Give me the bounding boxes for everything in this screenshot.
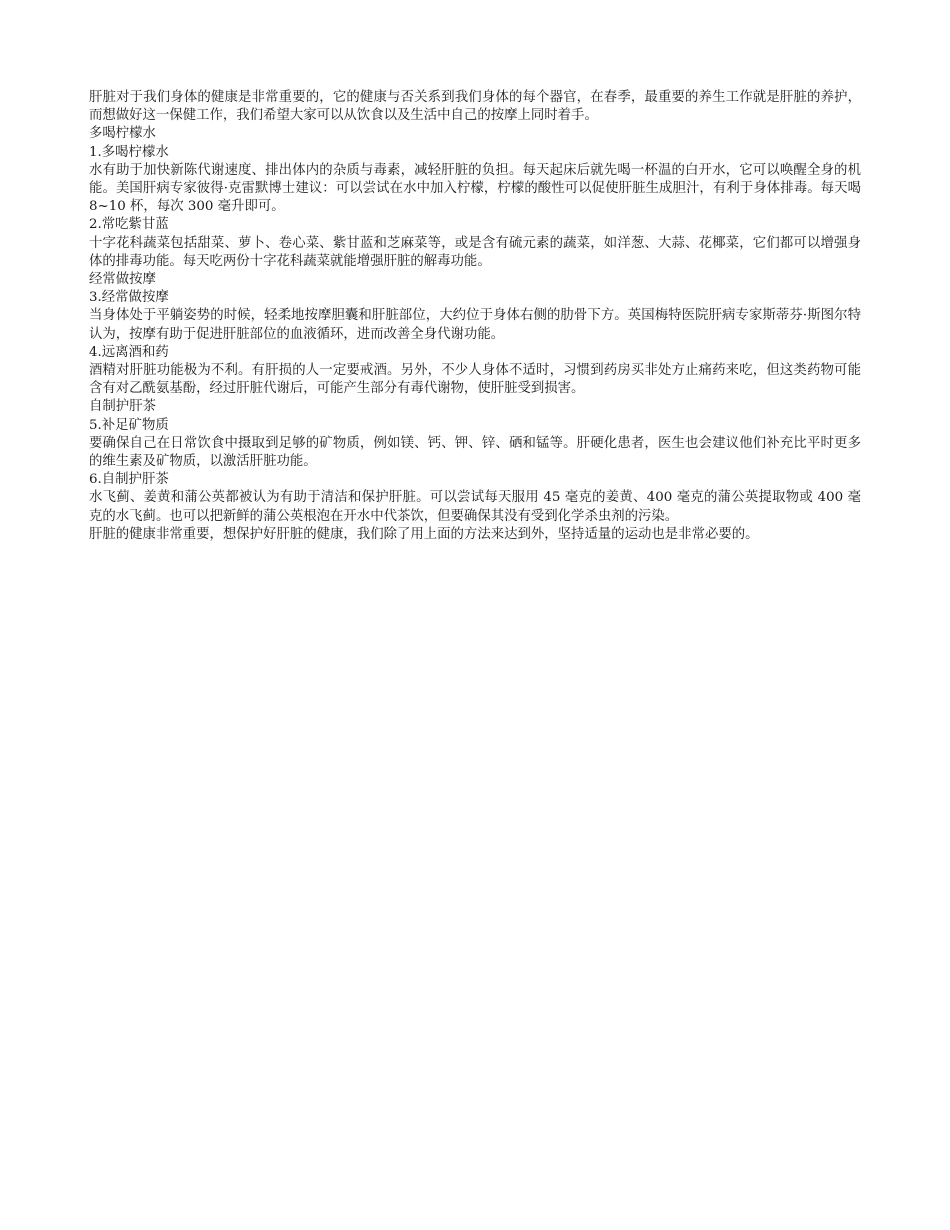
- subtitle-massage: 经常做按摩: [89, 272, 156, 288]
- conclusion-paragraph: 肝脏的健康非常重要，想保护好肝脏的健康，我们除了用上面的方法来达到外，坚持适量的运动也是非常必要的。: [89, 526, 759, 542]
- section-heading-5: 5.补足矿物质: [89, 417, 169, 433]
- section-heading-3: 3.经常做按摩: [89, 290, 169, 306]
- section-heading-2: 2.常吃紫甘蓝: [89, 217, 169, 233]
- subtitle-lemon-water: 多喝柠檬水: [89, 126, 156, 142]
- section-heading-6: 6.自制护肝茶: [89, 472, 169, 488]
- section-body-3: 当身体处于平躺姿势的时候，轻柔地按摩胆囊和肝脏部位，大约位于身体右侧的肋骨下方。英国梅特医院肝病专家斯蒂芬·斯图尔特认为，按摩有助于促进肝脏部位的血液循环，进而改善全身代谢功能。: [89, 308, 861, 342]
- section-heading-1: 1.多喝柠檬水: [89, 144, 169, 160]
- section-body-1: 水有助于加快新陈代谢速度、排出体内的杂质与毒素，减轻肝脏的负担。每天起床后就先喝一杯温的白开水，它可以唤醒全身的机能。美国肝病专家彼得·克雷默博士建议：可以尝试在水中加入柠檬，柠檬的酸性可以促使肝脏生成胆汁，有利于身体排毒。每天喝 8~10 杯，每次 300 毫升即可。: [89, 162, 861, 215]
- section-body-4: 酒精对肝脏功能极为不利。有肝损的人一定要戒酒。另外，不少人身体不适时，习惯到药房买非处方止痛药来吃，但这类药物可能含有对乙酰氨基酚，经过肝脏代谢后，可能产生部分有毒代谢物，使肝脏受到损害。: [89, 363, 861, 397]
- section-body-6: 水飞蓟、姜黄和蒲公英都被认为有助于清洁和保护肝脏。可以尝试每天服用 45 毫克的姜黄、400 毫克的蒲公英提取物或 400 毫克的水飞蓟。也可以把新鲜的蒲公英根泡在开水中代茶饮，但要确保其没有受到化学杀虫剂的污染。: [89, 490, 861, 524]
- section-heading-4: 4.远离酒和药: [89, 344, 169, 360]
- article-body: [89, 89, 861, 544]
- section-body-5: 要确保自己在日常饮食中摄取到足够的矿物质，例如镁、钙、钾、锌、硒和锰等。肝硬化患者，医生也会建议他们补充比平时更多的维生素及矿物质，以激活肝脏功能。: [89, 435, 861, 470]
- subtitle-liver-tea: 自制护肝茶: [89, 399, 156, 415]
- section-body-2: 十字花科蔬菜包括甜菜、萝卜、卷心菜、紫甘蓝和芝麻菜等，或是含有硫元素的蔬菜，如洋葱、大蒜、花椰菜，它们都可以增强身体的排毒功能。每天吃两份十字花科蔬菜就能增强肝脏的解毒功能。: [89, 235, 861, 269]
- intro-paragraph: 肝脏对于我们身体的健康是非常重要的，它的健康与否关系到我们身体的每个器官，在春季，最重要的养生工作就是肝脏的养护，而想做好这一保健工作，我们希望大家可以从饮食以及生活中自己的按摩上同时着手。: [89, 90, 861, 124]
